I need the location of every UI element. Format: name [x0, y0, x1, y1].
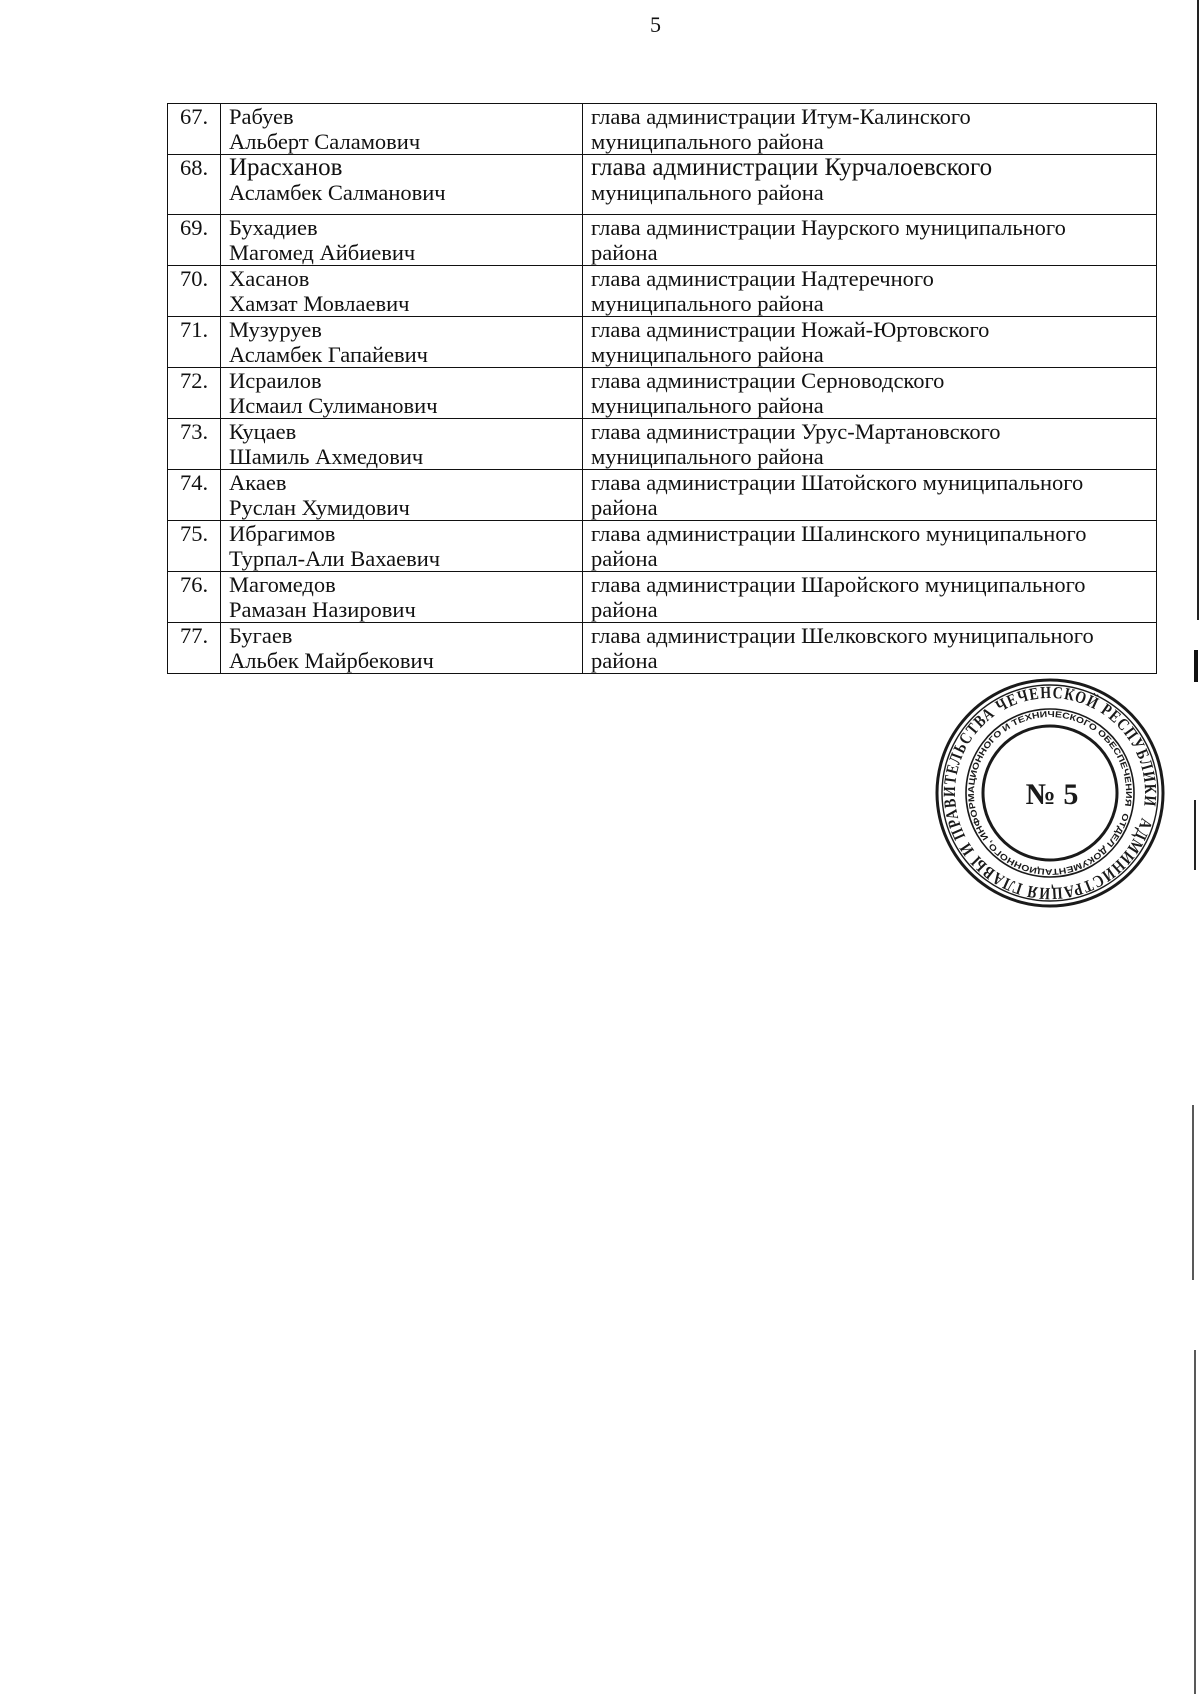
- position-cell: [583, 623, 1157, 674]
- position-line-1: глава администрации Ножай-Юртовского: [591, 317, 990, 342]
- officials-table: [167, 103, 1157, 674]
- surname: Магомедов: [229, 572, 336, 597]
- table-row: [168, 317, 1157, 368]
- position-line-2: района: [591, 240, 658, 265]
- position-cell: [583, 266, 1157, 317]
- position-cell: [583, 368, 1157, 419]
- position-line-2: муниципального района: [591, 291, 824, 316]
- position-line-1: глава администрации Шаройского муниципального: [591, 572, 1086, 597]
- full-name-cell: [221, 317, 583, 368]
- position-cell: [583, 470, 1157, 521]
- position-cell: [583, 215, 1157, 266]
- surname: Хасанов: [229, 266, 310, 291]
- position-cell: [583, 317, 1157, 368]
- given-names: Магомед Айбиевич: [229, 240, 416, 265]
- table-row: [168, 572, 1157, 623]
- surname: Исраилов: [229, 368, 322, 393]
- position-line-2: муниципального района: [591, 342, 824, 367]
- page-number-mark: 5: [650, 12, 661, 37]
- position-line-1: глава администрации Шалинского муниципального: [591, 521, 1087, 546]
- position-cell: [583, 419, 1157, 470]
- surname: Бухадиев: [229, 215, 318, 240]
- position-line-2: муниципального района: [591, 180, 824, 205]
- position-line-2: муниципального района: [591, 444, 824, 469]
- table-row: [168, 215, 1157, 266]
- stamp-graphic: [934, 677, 1166, 909]
- given-names: Асламбек Гапайевич: [229, 342, 428, 367]
- given-names: Руслан Хумидович: [229, 495, 410, 520]
- surname: Бугаев: [229, 623, 293, 648]
- full-name-cell: [221, 572, 583, 623]
- full-name-cell: [221, 368, 583, 419]
- position-line-1: глава администрации Серноводского: [591, 368, 945, 393]
- position-line-1: глава администрации Надтеречного: [591, 266, 934, 291]
- row-number: 77.: [168, 623, 221, 674]
- position-line-1: глава администрации Урус-Мартановского: [591, 419, 1001, 444]
- full-name-cell: [221, 521, 583, 572]
- surname: Рабуев: [229, 104, 294, 129]
- row-number: 68.: [168, 155, 221, 215]
- stamp-inner-text: ОТДЕЛ ДОКУМЕНТАЦИОННОГО, ИНФОРМАЦИОННОГО И ТЕХНИЧЕСКОГО ОБЕСПЕЧЕНИЯ: [965, 708, 1135, 878]
- table-row: [168, 155, 1157, 215]
- row-number: 70.: [168, 266, 221, 317]
- full-name-cell: [221, 155, 583, 215]
- given-names: Альбек Майрбекович: [229, 648, 434, 673]
- table-row: [168, 419, 1157, 470]
- stamp-outer-text: АДМИНИСТРАЦИЯ ГЛАВЫ И ПРАВИТЕЛЬСТВА ЧЕЧЕНСКОЙ РЕСПУБЛИКИ: [939, 682, 1161, 904]
- given-names: Хамзат Мовлаевич: [229, 291, 410, 316]
- surname: Ибрагимов: [229, 521, 336, 546]
- table-row: [168, 266, 1157, 317]
- given-names: Исмаил Сулиманович: [229, 393, 438, 418]
- row-number: 72.: [168, 368, 221, 419]
- surname: Акаев: [229, 470, 287, 495]
- table-row: [168, 623, 1157, 674]
- surname: Музуруев: [229, 317, 322, 342]
- full-name-cell: [221, 266, 583, 317]
- position-cell: [583, 521, 1157, 572]
- row-number: 69.: [168, 215, 221, 266]
- position-line-2: муниципального района: [591, 393, 824, 418]
- full-name-cell: [221, 215, 583, 266]
- position-line-2: муниципального района: [591, 129, 824, 154]
- position-line-1: глава администрации Наурского муниципального: [591, 215, 1066, 240]
- official-round-stamp: [934, 677, 1166, 909]
- table-row: [168, 368, 1157, 419]
- position-cell: [583, 572, 1157, 623]
- full-name-cell: [221, 623, 583, 674]
- position-line-2: района: [591, 546, 658, 571]
- table-row: [168, 470, 1157, 521]
- given-names: Асламбек Салманович: [229, 180, 446, 205]
- row-number: 67.: [168, 104, 221, 155]
- stamp-center-number: № 5: [1025, 778, 1079, 811]
- given-names: Альберт Саламович: [229, 129, 421, 154]
- position-line-1: глава администрации Итум-Калинского: [591, 104, 971, 129]
- table-row: [168, 104, 1157, 155]
- position-line-1: глава администрации Шелковского муниципального: [591, 623, 1094, 648]
- full-name-cell: [221, 419, 583, 470]
- position-cell: [583, 155, 1157, 215]
- position-line-2: района: [591, 597, 658, 622]
- position-line-2: района: [591, 495, 658, 520]
- row-number: 76.: [168, 572, 221, 623]
- given-names: Шамиль Ахмедович: [229, 444, 424, 469]
- row-number: 71.: [168, 317, 221, 368]
- position-cell: [583, 104, 1157, 155]
- table-row: [168, 521, 1157, 572]
- scan-edge-marks: [1180, 0, 1200, 1694]
- given-names: Турпал-Али Вахаевич: [229, 546, 441, 571]
- position-line-1: глава администрации Шатойского муниципального: [591, 470, 1084, 495]
- row-number: 75.: [168, 521, 221, 572]
- surname: Ирасханов: [229, 154, 343, 181]
- full-name-cell: [221, 104, 583, 155]
- position-line-2: района: [591, 648, 658, 673]
- row-number: 74.: [168, 470, 221, 521]
- given-names: Рамазан Назирович: [229, 597, 416, 622]
- row-number: 73.: [168, 419, 221, 470]
- full-name-cell: [221, 470, 583, 521]
- position-line-1: глава администрации Курчалоевского: [591, 154, 993, 181]
- surname: Куцаев: [229, 419, 297, 444]
